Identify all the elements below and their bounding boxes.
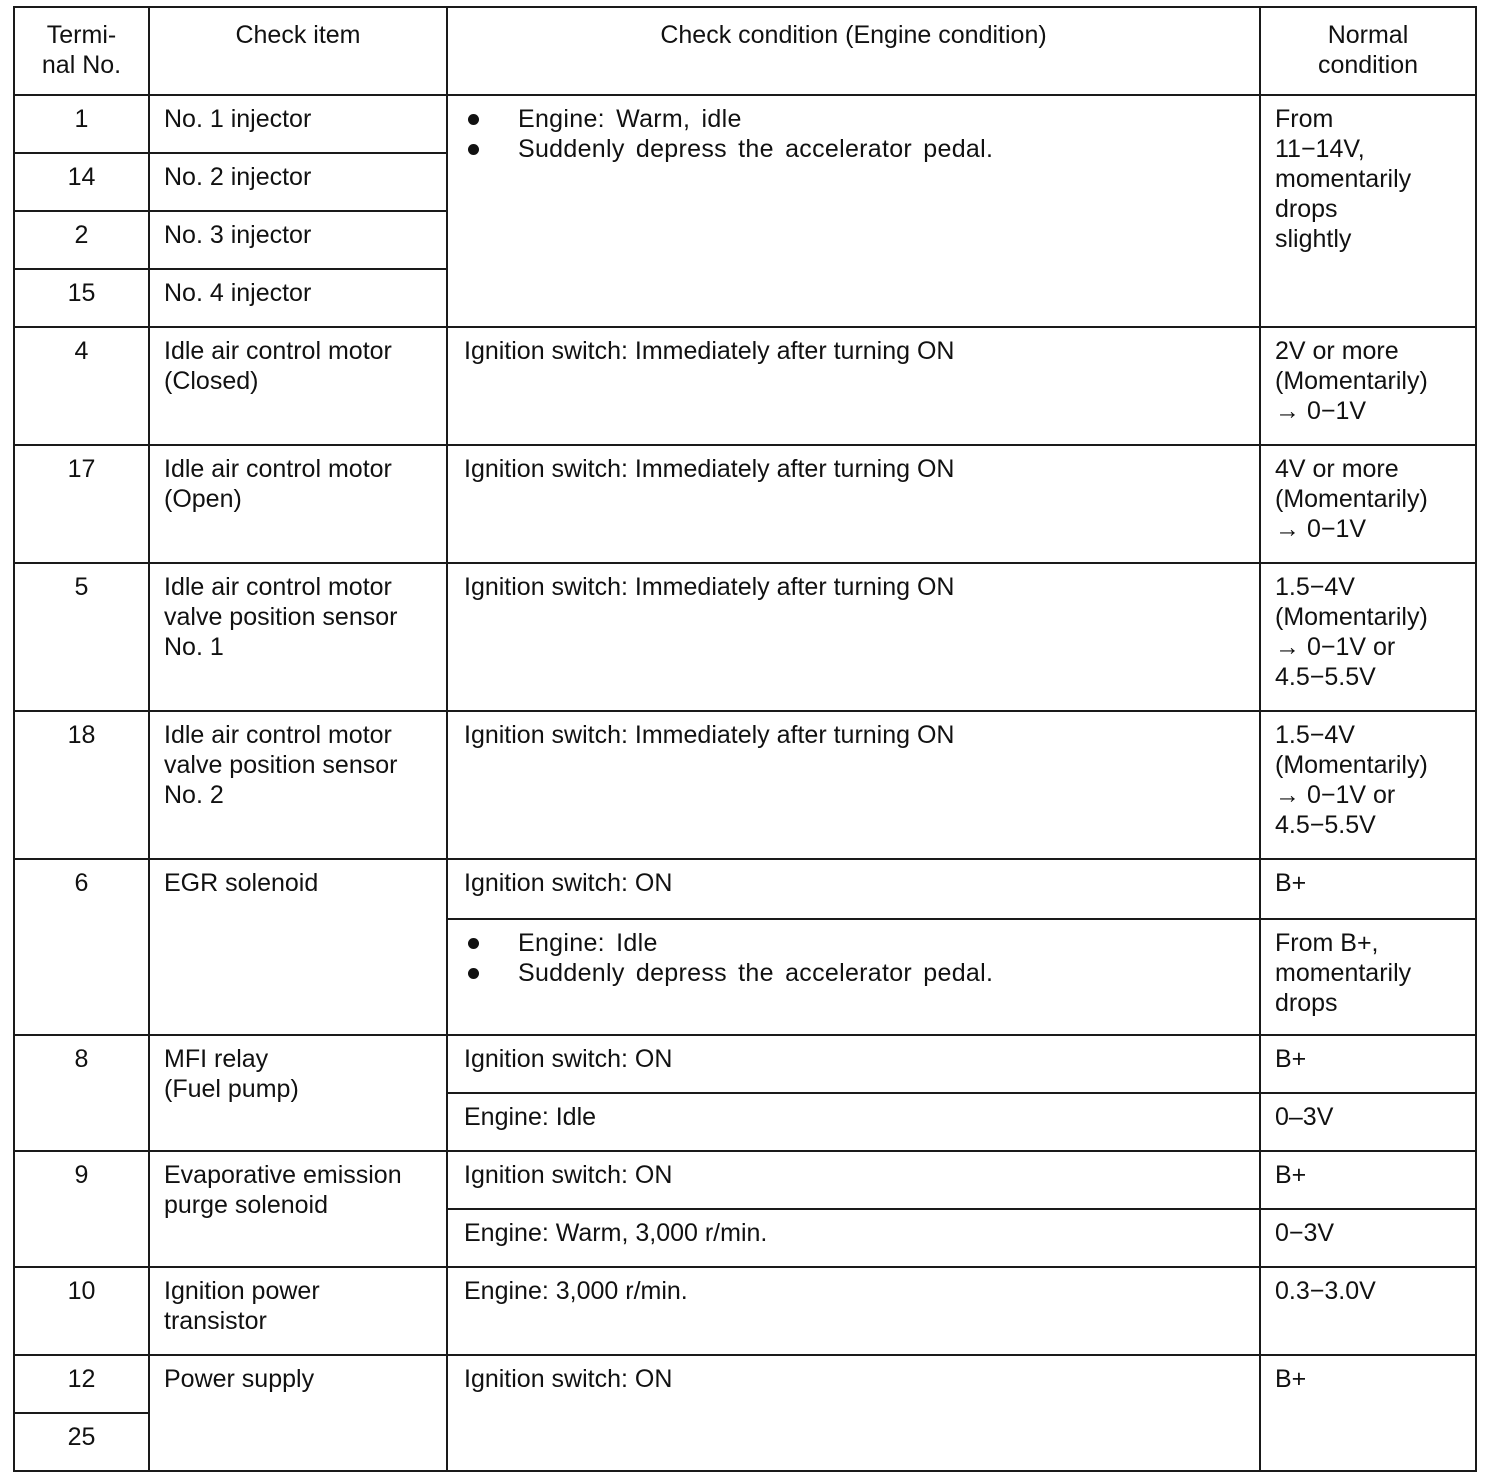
terminal-no: 4: [74, 337, 89, 365]
terminal-no: 10: [67, 1277, 96, 1305]
terminal-no: 15: [67, 279, 96, 307]
normal-condition: 0–3V: [1275, 1103, 1334, 1131]
normal-condition: From 11−14V, momentarily drops slightly: [1275, 105, 1412, 253]
condition-bullet: Suddenly depress the accelerator pedal.: [464, 134, 1245, 164]
table-row-power-supply: [14, 1355, 1476, 1413]
normal-condition: From B+, momentarily drops: [1275, 929, 1412, 1017]
header-normal-condition: Normal condition: [1260, 7, 1476, 95]
check-item: Power supply: [164, 1365, 315, 1393]
terminal-no: 12: [67, 1365, 96, 1393]
terminal-check-table: [13, 6, 1477, 1472]
table-row-mfi-relay: [14, 1035, 1476, 1093]
check-condition: Engine: Idle: [464, 1103, 597, 1131]
table-row-iac-sensor-2: [14, 711, 1476, 859]
header-terminal-no: Termi- nal No.: [14, 7, 149, 95]
normal-condition: 1.5−4V (Momentarily) → 0−1V or 4.5−5.5V: [1275, 573, 1428, 691]
terminal-no: 25: [67, 1423, 96, 1451]
normal-condition: 1.5−4V (Momentarily) → 0−1V or 4.5−5.5V: [1275, 721, 1428, 839]
check-condition: Ignition switch: Immediately after turning ON: [464, 573, 955, 601]
check-item: MFI relay (Fuel pump): [164, 1045, 299, 1103]
check-item: No. 1 injector: [164, 105, 312, 133]
check-item: Idle air control motor (Open): [164, 455, 392, 513]
check-item: Idle air control motor valve position sensor No. 2: [164, 721, 398, 809]
terminal-no: 6: [74, 869, 89, 897]
check-item: No. 2 injector: [164, 163, 312, 191]
check-item: Ignition power transistor: [164, 1277, 320, 1335]
check-item: EGR solenoid: [164, 869, 319, 897]
condition-bullet-list: [448, 920, 1259, 994]
condition-bullet: Suddenly depress the accelerator pedal.: [464, 958, 1245, 988]
check-condition: Engine: Warm, 3,000 r/min.: [464, 1219, 768, 1247]
normal-condition: 0−3V: [1275, 1219, 1335, 1247]
terminal-no: 2: [74, 221, 89, 249]
normal-condition: 4V or more (Momentarily) → 0−1V: [1275, 455, 1428, 543]
header-check-item: Check item: [149, 7, 447, 95]
check-item: No. 4 injector: [164, 279, 312, 307]
condition-bullet: Engine: Warm, idle: [464, 104, 1245, 134]
check-item: Idle air control motor (Closed): [164, 337, 392, 395]
terminal-no: 14: [67, 163, 96, 191]
terminal-no: 1: [74, 105, 89, 133]
check-item: No. 3 injector: [164, 221, 312, 249]
check-condition: Ignition switch: ON: [464, 869, 673, 897]
normal-condition: B+: [1275, 1365, 1307, 1393]
terminal-no: 8: [74, 1045, 89, 1073]
normal-condition: 0.3−3.0V: [1275, 1277, 1376, 1305]
check-condition: Engine: 3,000 r/min.: [464, 1277, 688, 1305]
table-row-iac-sensor-1: [14, 563, 1476, 711]
check-condition: Ignition switch: Immediately after turning ON: [464, 721, 955, 749]
terminal-no: 9: [74, 1161, 89, 1189]
terminal-check-sheet: [13, 6, 1475, 1472]
table-row-ignition-power-transistor: [14, 1267, 1476, 1355]
table-row-iac-open: [14, 445, 1476, 563]
terminal-no: 5: [74, 573, 89, 601]
check-item: Idle air control motor valve position sensor No. 1: [164, 573, 398, 661]
condition-bullet-list: [448, 96, 1259, 170]
check-condition: Ignition switch: Immediately after turning ON: [464, 337, 955, 365]
terminal-no: 18: [67, 721, 96, 749]
header-check-condition: Check condition (Engine condition): [447, 7, 1260, 95]
normal-condition: 2V or more (Momentarily) → 0−1V: [1275, 337, 1428, 425]
check-item: Evaporative emission purge solenoid: [164, 1161, 402, 1219]
table-row-iac-closed: [14, 327, 1476, 445]
table-header-row: [14, 7, 1476, 95]
injector-check-condition: [447, 95, 1260, 327]
check-condition: Ignition switch: ON: [464, 1365, 673, 1393]
check-condition: Ignition switch: ON: [464, 1161, 673, 1189]
normal-condition: B+: [1275, 1161, 1307, 1189]
table-row-egr-solenoid: [14, 859, 1476, 919]
table-row-injector-1: [14, 95, 1476, 153]
check-condition: Ignition switch: ON: [464, 1045, 673, 1073]
condition-bullet: Engine: Idle: [464, 928, 1245, 958]
normal-condition: B+: [1275, 1045, 1307, 1073]
check-condition: Ignition switch: Immediately after turning ON: [464, 455, 955, 483]
terminal-no: 17: [67, 455, 96, 483]
normal-condition: B+: [1275, 869, 1307, 897]
table-row-purge-solenoid: [14, 1151, 1476, 1209]
egr-check-condition: [447, 919, 1260, 1035]
